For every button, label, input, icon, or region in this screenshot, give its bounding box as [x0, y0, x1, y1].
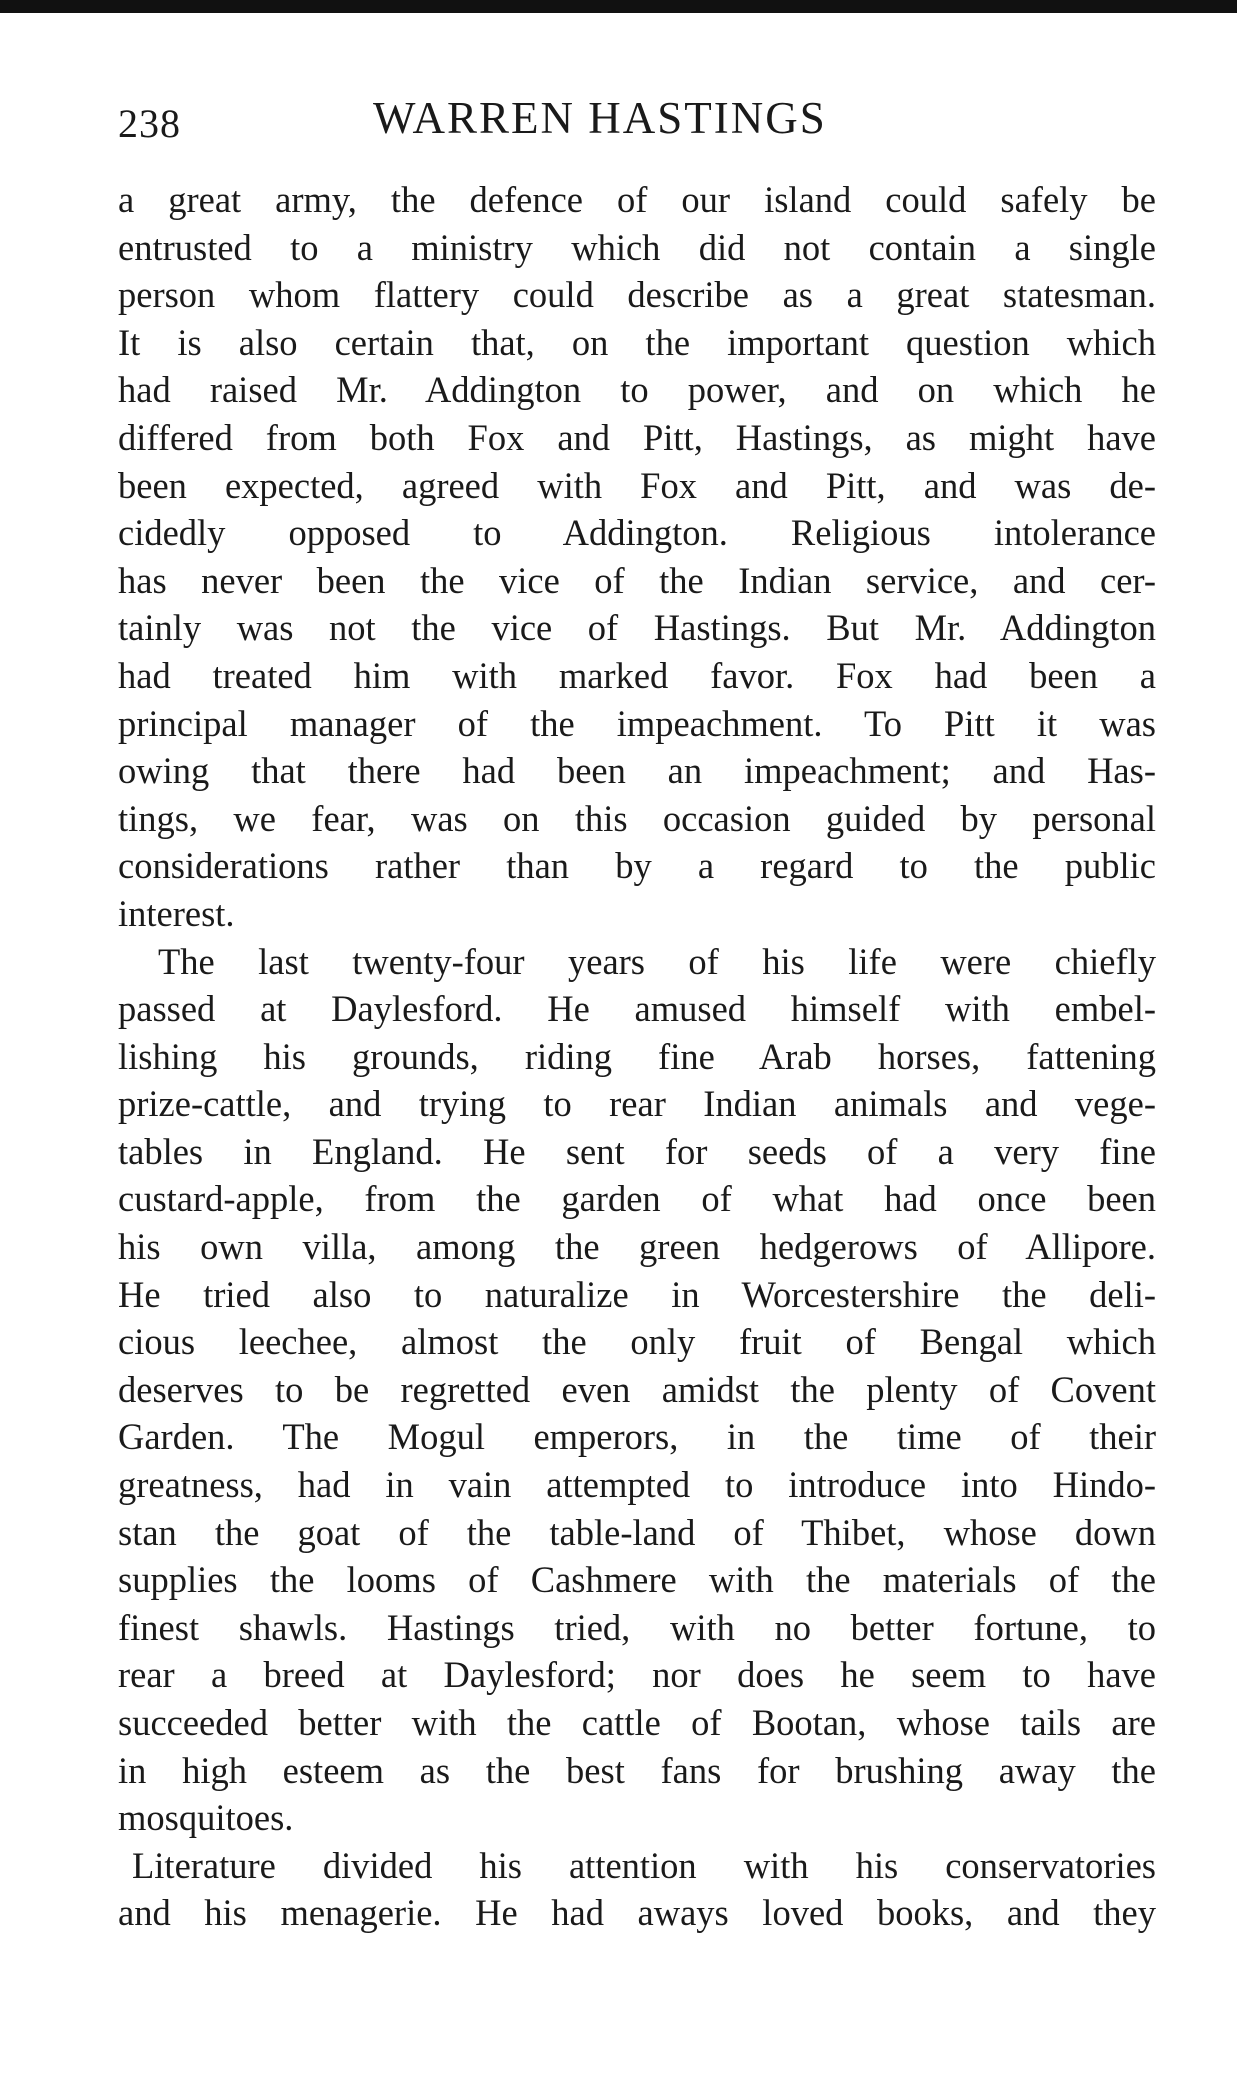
- text-line: in high esteem as the best fans for brushing away the: [118, 1749, 1156, 1791]
- text-line: person whom flattery could describe as a great statesman.: [118, 274, 1156, 316]
- text-line: cious leechee, almost the only fruit of Bengal which: [118, 1321, 1156, 1363]
- text-line: entrusted to a ministry which did not contain a single: [118, 226, 1156, 268]
- body-text: [118, 176, 1156, 1937]
- text-line: supplies the looms of Cashmere with the materials of the: [118, 1559, 1156, 1601]
- text-line: greatness, had in vain attempted to introduce into Hindo-: [118, 1464, 1156, 1506]
- text-line: his own villa, among the green hedgerows of Allipore.: [118, 1226, 1156, 1268]
- page-number: 238: [118, 101, 181, 146]
- text-line: been expected, agreed with Fox and Pitt, and was de-: [118, 464, 1156, 506]
- text-line: interest.: [118, 892, 235, 934]
- top-border-rule: [0, 0, 1237, 13]
- text-line: stan the goat of the table-land of Thibet, whose down: [118, 1511, 1156, 1553]
- text-line: deserves to be regretted even amidst the plenty of Covent: [118, 1368, 1156, 1410]
- text-line: tainly was not the vice of Hastings. But Mr. Addington: [118, 607, 1156, 649]
- text-line: The last twenty-four years of his life were chiefly: [158, 940, 1156, 982]
- text-line: tables in England. He sent for seeds of a very fine: [118, 1130, 1156, 1172]
- text-line: has never been the vice of the Indian service, and cer-: [118, 559, 1156, 601]
- text-line: lishing his grounds, riding fine Arab horses, fattening: [118, 1035, 1156, 1077]
- text-line: custard-apple, from the garden of what had once been: [118, 1178, 1156, 1220]
- text-line: had treated him with marked favor. Fox had been a: [118, 654, 1156, 696]
- text-line: prize-cattle, and trying to rear Indian animals and vege-: [118, 1083, 1156, 1125]
- text-line: owing that there had been an impeachment; and Has-: [118, 750, 1156, 792]
- text-line: He tried also to naturalize in Worcestershire the deli-: [118, 1273, 1156, 1315]
- text-line: tings, we fear, was on this occasion guided by personal: [118, 797, 1156, 839]
- running-head: [118, 92, 1168, 152]
- text-line: a great army, the defence of our island could safely be: [118, 179, 1156, 220]
- text-line: Literature divided his attention with his conservatories: [132, 1844, 1156, 1886]
- text-line: considerations rather than by a regard to the public: [118, 845, 1156, 887]
- text-line: differed from both Fox and Pitt, Hastings, as might have: [118, 416, 1156, 458]
- text-line: rear a breed at Daylesford; nor does he seem to have: [118, 1654, 1156, 1696]
- text-line: mosquitoes.: [118, 1797, 294, 1839]
- running-title: WARREN HASTINGS: [373, 93, 827, 143]
- text-line: cidedly opposed to Addington. Religious intolerance: [118, 512, 1156, 554]
- text-line: succeeded better with the cattle of Bootan, whose tails are: [118, 1702, 1156, 1743]
- text-line: It is also certain that, on the important question which: [118, 321, 1156, 363]
- text-line: passed at Daylesford. He amused himself with embel-: [118, 988, 1156, 1030]
- text-line: Garden. The Mogul emperors, in the time of their: [118, 1416, 1156, 1458]
- text-line: and his menagerie. He had aways loved books, and they: [118, 1892, 1156, 1934]
- text-line: principal manager of the impeachment. To Pitt it was: [118, 702, 1156, 744]
- text-line: had raised Mr. Addington to power, and on which he: [118, 369, 1156, 411]
- text-line: finest shawls. Hastings tried, with no better fortune, to: [118, 1606, 1156, 1648]
